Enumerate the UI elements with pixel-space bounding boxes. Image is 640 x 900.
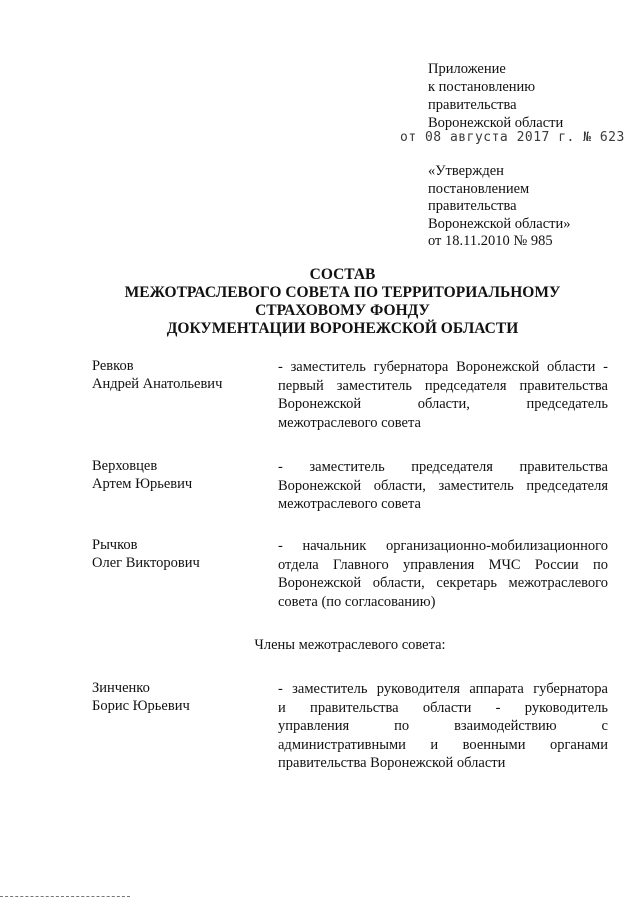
member-surname: Зинченко <box>92 680 150 696</box>
approved-line: правительства <box>428 198 517 214</box>
role-line: Воронежской области, председатель <box>278 396 608 412</box>
members-heading: Члены межотраслевого совета: <box>254 637 446 653</box>
title-line: СОСТАВ <box>309 266 376 283</box>
role-line: - заместитель руководителя аппарата губернатора <box>278 681 608 697</box>
footer-rule <box>0 896 130 900</box>
member-role <box>278 358 608 432</box>
role-line: отдела Главного управления МЧС России по <box>278 556 608 573</box>
member-name <box>92 537 267 572</box>
role-line: Воронежской области, заместитель председателя <box>278 477 608 494</box>
role-line: управления по взаимодействию с <box>278 718 608 734</box>
member-given-names: Артем Юрьевич <box>92 475 193 492</box>
role-line: Воронежской области, секретарь межотраслевого <box>278 575 608 591</box>
document-title <box>70 266 615 338</box>
role-line: правительства Воронежской области <box>278 755 506 771</box>
appendix-line: к постановлению <box>428 79 536 95</box>
member-given-names: Андрей Анатольевич <box>92 375 223 392</box>
role-line: - заместитель губернатора Воронежской области - <box>278 359 608 375</box>
member-name <box>92 680 267 715</box>
title-line: СТРАХОВОМУ ФОНДУ <box>255 302 430 319</box>
approved-block <box>428 163 633 251</box>
role-line: межотраслевого совета <box>278 414 421 431</box>
date-stamp: от 08 августа 2017 г. № 623 <box>400 130 625 145</box>
member-role <box>278 458 608 514</box>
title-line: ДОКУМЕНТАЦИИ ВОРОНЕЖСКОЙ ОБЛАСТИ <box>166 320 519 337</box>
approved-line: Воронежской области» <box>428 215 571 232</box>
role-line: - начальник организационно-мобилизационного <box>278 538 608 554</box>
role-line: совета (по согласованию) <box>278 593 436 610</box>
role-line: административными и военными органами <box>278 736 608 753</box>
member-given-names: Борис Юрьевич <box>92 697 190 714</box>
appendix-line: правительства <box>428 97 517 113</box>
member-surname: Ревков <box>92 358 134 374</box>
member-role <box>278 537 608 611</box>
member-surname: Рычков <box>92 537 138 553</box>
role-line: первый заместитель председателя правительства <box>278 377 608 394</box>
title-line: МЕЖОТРАСЛЕВОГО СОВЕТА ПО ТЕРРИТОРИАЛЬНОМУ <box>124 284 561 301</box>
role-line: межотраслевого совета <box>278 496 421 512</box>
appendix-line: Воронежской области <box>428 115 564 131</box>
role-line: - заместитель председателя правительства <box>278 459 608 475</box>
member-name <box>92 358 267 393</box>
approved-line: постановлением <box>428 180 530 197</box>
member-role <box>278 680 608 773</box>
role-line: и правительства области - руководитель <box>278 699 608 716</box>
appendix-block <box>428 60 633 132</box>
appendix-line: Приложение <box>428 61 506 77</box>
approved-line: от 18.11.2010 № 985 <box>428 233 553 249</box>
approved-line: «Утвержден <box>428 163 504 179</box>
member-surname: Верховцев <box>92 458 158 474</box>
member-given-names: Олег Викторович <box>92 554 200 571</box>
member-name <box>92 458 267 493</box>
